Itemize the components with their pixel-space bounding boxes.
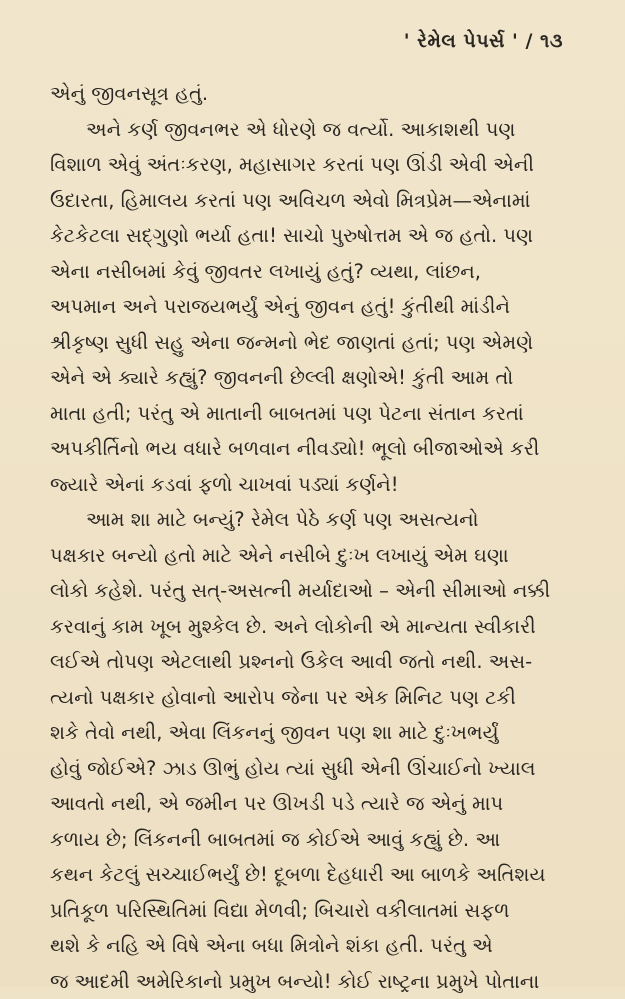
text-line: આમ શા માટે બન્યું? રેમેલ પેઠે કર્ણ પણ અસત્યનો — [50, 502, 583, 538]
paragraph — [50, 502, 583, 999]
body-text — [50, 76, 583, 999]
text-line: હોવું જોઈએ? ઝાડ ઊભું હોય ત્યાં સુધી એની ઊંચાઈનો ખ્યાલ — [50, 751, 583, 787]
text-line: લોકો કહેશે. પરંતુ સત્-અસત્ની મર્યાદાઓ – એની સીમાઓ નક્કી — [50, 573, 583, 609]
text-line: કેટકેટલા સદ્ગુણો ભર્યા હતા! સાચો પુરુષોત્તમ એ જ હતો. પણ — [50, 218, 583, 254]
text-line: એને એ ક્યારે કહ્યું? જીવનની છેલ્લી ક્ષણોએ! કુંતી આમ તો — [50, 360, 583, 396]
text-line: અને કર્ણ જીવનભર એ ધોરણે જ વર્ત્યો. આકાશથી પણ — [50, 112, 583, 148]
text-line: કથન કેટલું સચ્ચાઈભર્યું છે! દૂબળા દેહધારી આ બાળકે અતિશય — [50, 857, 583, 893]
text-line: ત્યનો પક્ષકાર હોવાનો આરોપ જેના પર એક મિનિટ પણ ટકી — [50, 680, 583, 716]
text-line: ઉદારતા, હિમાલય કરતાં પણ અવિચળ એવો મિત્રપ્રેમ—એનામાં — [50, 183, 583, 219]
text-line: અપમાન અને પરાજયભર્યું એનું જીવન હતું! કુંતીથી માંડીને — [50, 289, 583, 325]
text-line: કળાય છે; લિંકનની બાબતમાં જ કોઈએ આવું કહ્યું છે. આ — [50, 822, 583, 858]
text-line: શ્રીકૃષ્ણ સુધી સહુ એના જન્મનો ભેદ જાણતાં હતાં; પણ એમણે — [50, 325, 583, 361]
text-line: વિશાળ એવું અંતઃકરણ, મહાસાગર કરતાં પણ ઊંડી એવી એની — [50, 147, 583, 183]
paragraph — [50, 112, 583, 503]
text-line: માતા હતી; પરંતુ એ માતાની બાબતમાં પણ પેટના સંતાન કરતાં — [50, 396, 583, 432]
text-line: જ આદમી અમેરિકાનો પ્રમુખ બન્યો! કોઈ રાષ્ટ્રના પ્રમુખે પોતાના — [50, 964, 583, 999]
text-line: શકે તેવો નથી, એવા લિંકનનું જીવન પણ શા માટે દુઃખભર્યું — [50, 715, 583, 751]
text-line: અપકીર્તિનો ભય વધારે બળવાન નીવડ્યો! ભૂલો બીજાઓએ કરી — [50, 431, 583, 467]
running-head: ' રેમેલ પેપર્સ ' / ૧૩ — [50, 30, 563, 66]
text-line: એના નસીબમાં કેવું જીવતર લખાયું હતું? વ્યથા, લાંછન, — [50, 254, 583, 290]
text-line: એનું જીવનસૂત્ર હતું. — [50, 76, 583, 112]
text-line: પક્ષકાર બન્યો હતો માટે એને નસીબે દુઃખ લખાયું એમ ઘણા — [50, 538, 583, 574]
text-line: લઈએ તોપણ એટલાથી પ્રશ્નનો ઉકેલ આવી જતો નથી. અસ- — [50, 644, 583, 680]
paragraph — [50, 76, 583, 112]
text-line: જ્યારે એનાં કડવાં ફળો ચાખવાં પડ્યાં કર્ણને! — [50, 467, 583, 503]
text-line: કરવાનું કામ ખૂબ મુશ્કેલ છે. અને લોકોની એ માન્યતા સ્વીકારી — [50, 609, 583, 645]
text-line: આવતો નથી, એ જમીન પર ઊખડી પડે ત્યારે જ એનું માપ — [50, 786, 583, 822]
text-line: થશે કે નહિ એ વિષે એના બધા મિત્રોને શંકા હતી. પરંતુ એ — [50, 928, 583, 964]
text-line: પ્રતિકૂળ પરિસ્થિતિમાં વિદ્યા મેળવી; બિચારો વકીલાતમાં સફળ — [50, 893, 583, 929]
